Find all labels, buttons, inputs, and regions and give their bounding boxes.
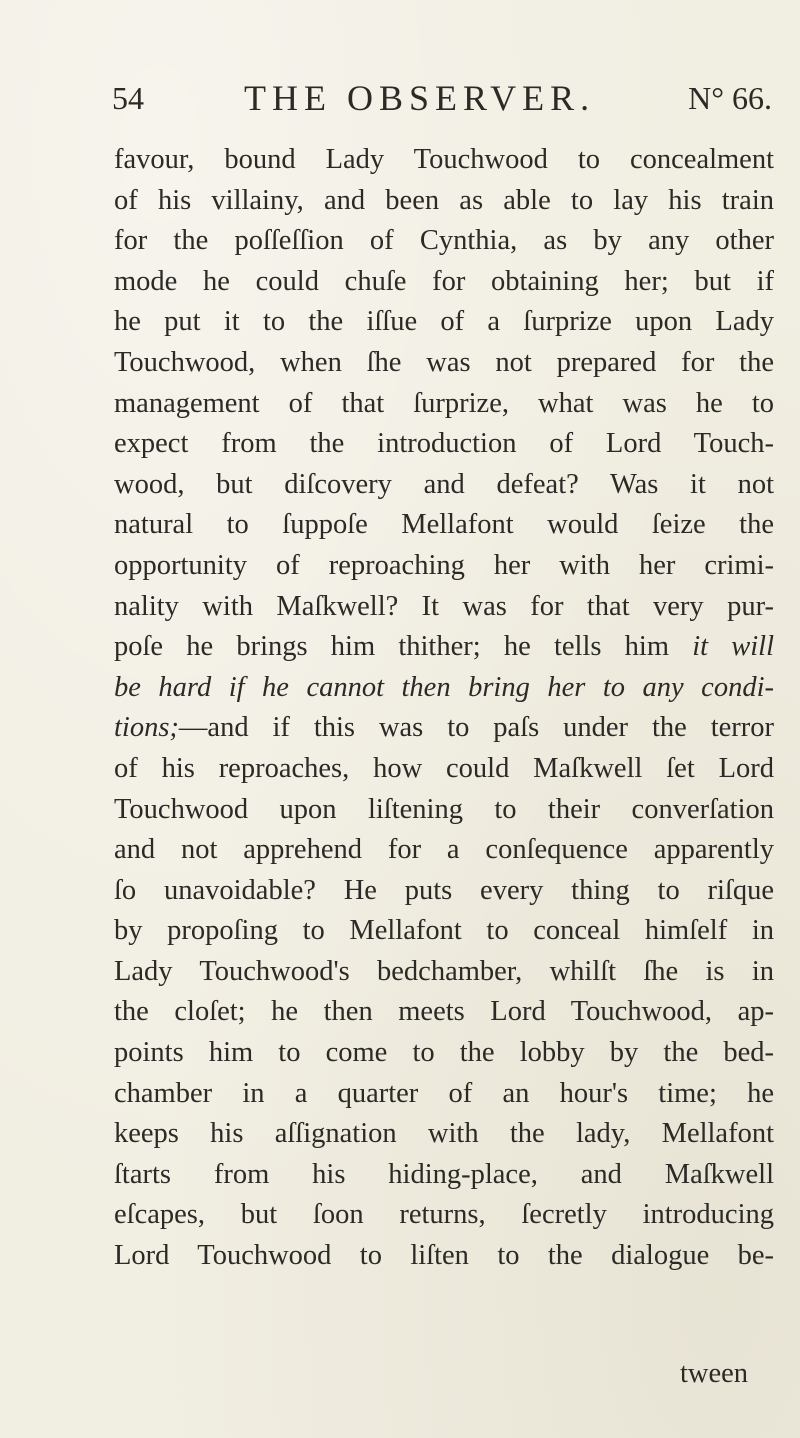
text-line: expect from the introduction of Lord Touch-: [114, 428, 774, 460]
issue-number: N° 66.: [688, 80, 772, 116]
text-line-mixed: [114, 627, 774, 668]
catchword: tween: [679, 1358, 748, 1389]
page-number: 54: [112, 80, 144, 116]
text-line: nality with Maſkwell? It was for that very pur-: [114, 590, 774, 622]
text-line-italic: be hard if he cannot then bring her to any condi-: [114, 671, 774, 703]
text-line: management of that ſurprize, what was he to: [114, 387, 774, 419]
text-line: Lady Touchwood's bedchamber, whilſt ſhe is in: [114, 955, 774, 987]
text-line: wood, but diſcovery and defeat? Was it not: [114, 468, 774, 500]
text-line: mode he could chuſe for obtaining her; but if: [114, 265, 774, 297]
text-line: opportunity of reproaching her with her crimi-: [114, 549, 774, 581]
body-text: [114, 140, 774, 1277]
text-segment: poſe he brings him thither; he tells him: [114, 631, 669, 663]
text-line: keeps his aſſignation with the lady, Mellafont: [114, 1118, 774, 1150]
text-line-mixed: [114, 708, 774, 749]
text-line: for the poſſeſſion of Cynthia, as by any other: [114, 225, 774, 257]
text-line: by propoſing to Mellafont to conceal himſelf in: [114, 915, 774, 947]
text-line: eſcapes, but ſoon returns, ſecretly introducing: [114, 1199, 774, 1231]
text-line: he put it to the iſſue of a ſurprize upon Lady: [114, 306, 774, 338]
text-line: of his reproaches, how could Maſkwell ſet Lord: [114, 752, 774, 784]
text-line: the cloſet; he then meets Lord Touchwood, ap-: [114, 996, 774, 1028]
text-line: natural to ſuppoſe Mellafont would ſeize the: [114, 509, 774, 541]
text-line: Touchwood, when ſhe was not prepared for the: [114, 346, 774, 378]
text-line: ſo unavoidable? He puts every thing to riſque: [114, 874, 774, 906]
text-line: favour, bound Lady Touchwood to concealment: [114, 144, 774, 175]
text-segment: —and if this was to paſs under the terror: [178, 712, 774, 744]
running-title: THE OBSERVER.: [244, 78, 596, 118]
text-line: of his villainy, and been as able to lay his train: [114, 184, 774, 216]
text-line: Lord Touchwood to liſten to the dialogue be-: [114, 1240, 774, 1272]
italic-segment: it will: [692, 631, 774, 663]
italic-segment: tions;: [114, 712, 179, 744]
text-line: ſtarts from his hiding-place, and Maſkwell: [114, 1158, 774, 1190]
text-line: Touchwood upon liſtening to their converſation: [114, 793, 774, 825]
text-line: chamber in a quarter of an hour's time; he: [114, 1077, 774, 1109]
page-header: [112, 78, 772, 118]
text-line: and not apprehend for a conſequence apparently: [114, 834, 774, 866]
text-line: points him to come to the lobby by the bed-: [114, 1037, 774, 1069]
